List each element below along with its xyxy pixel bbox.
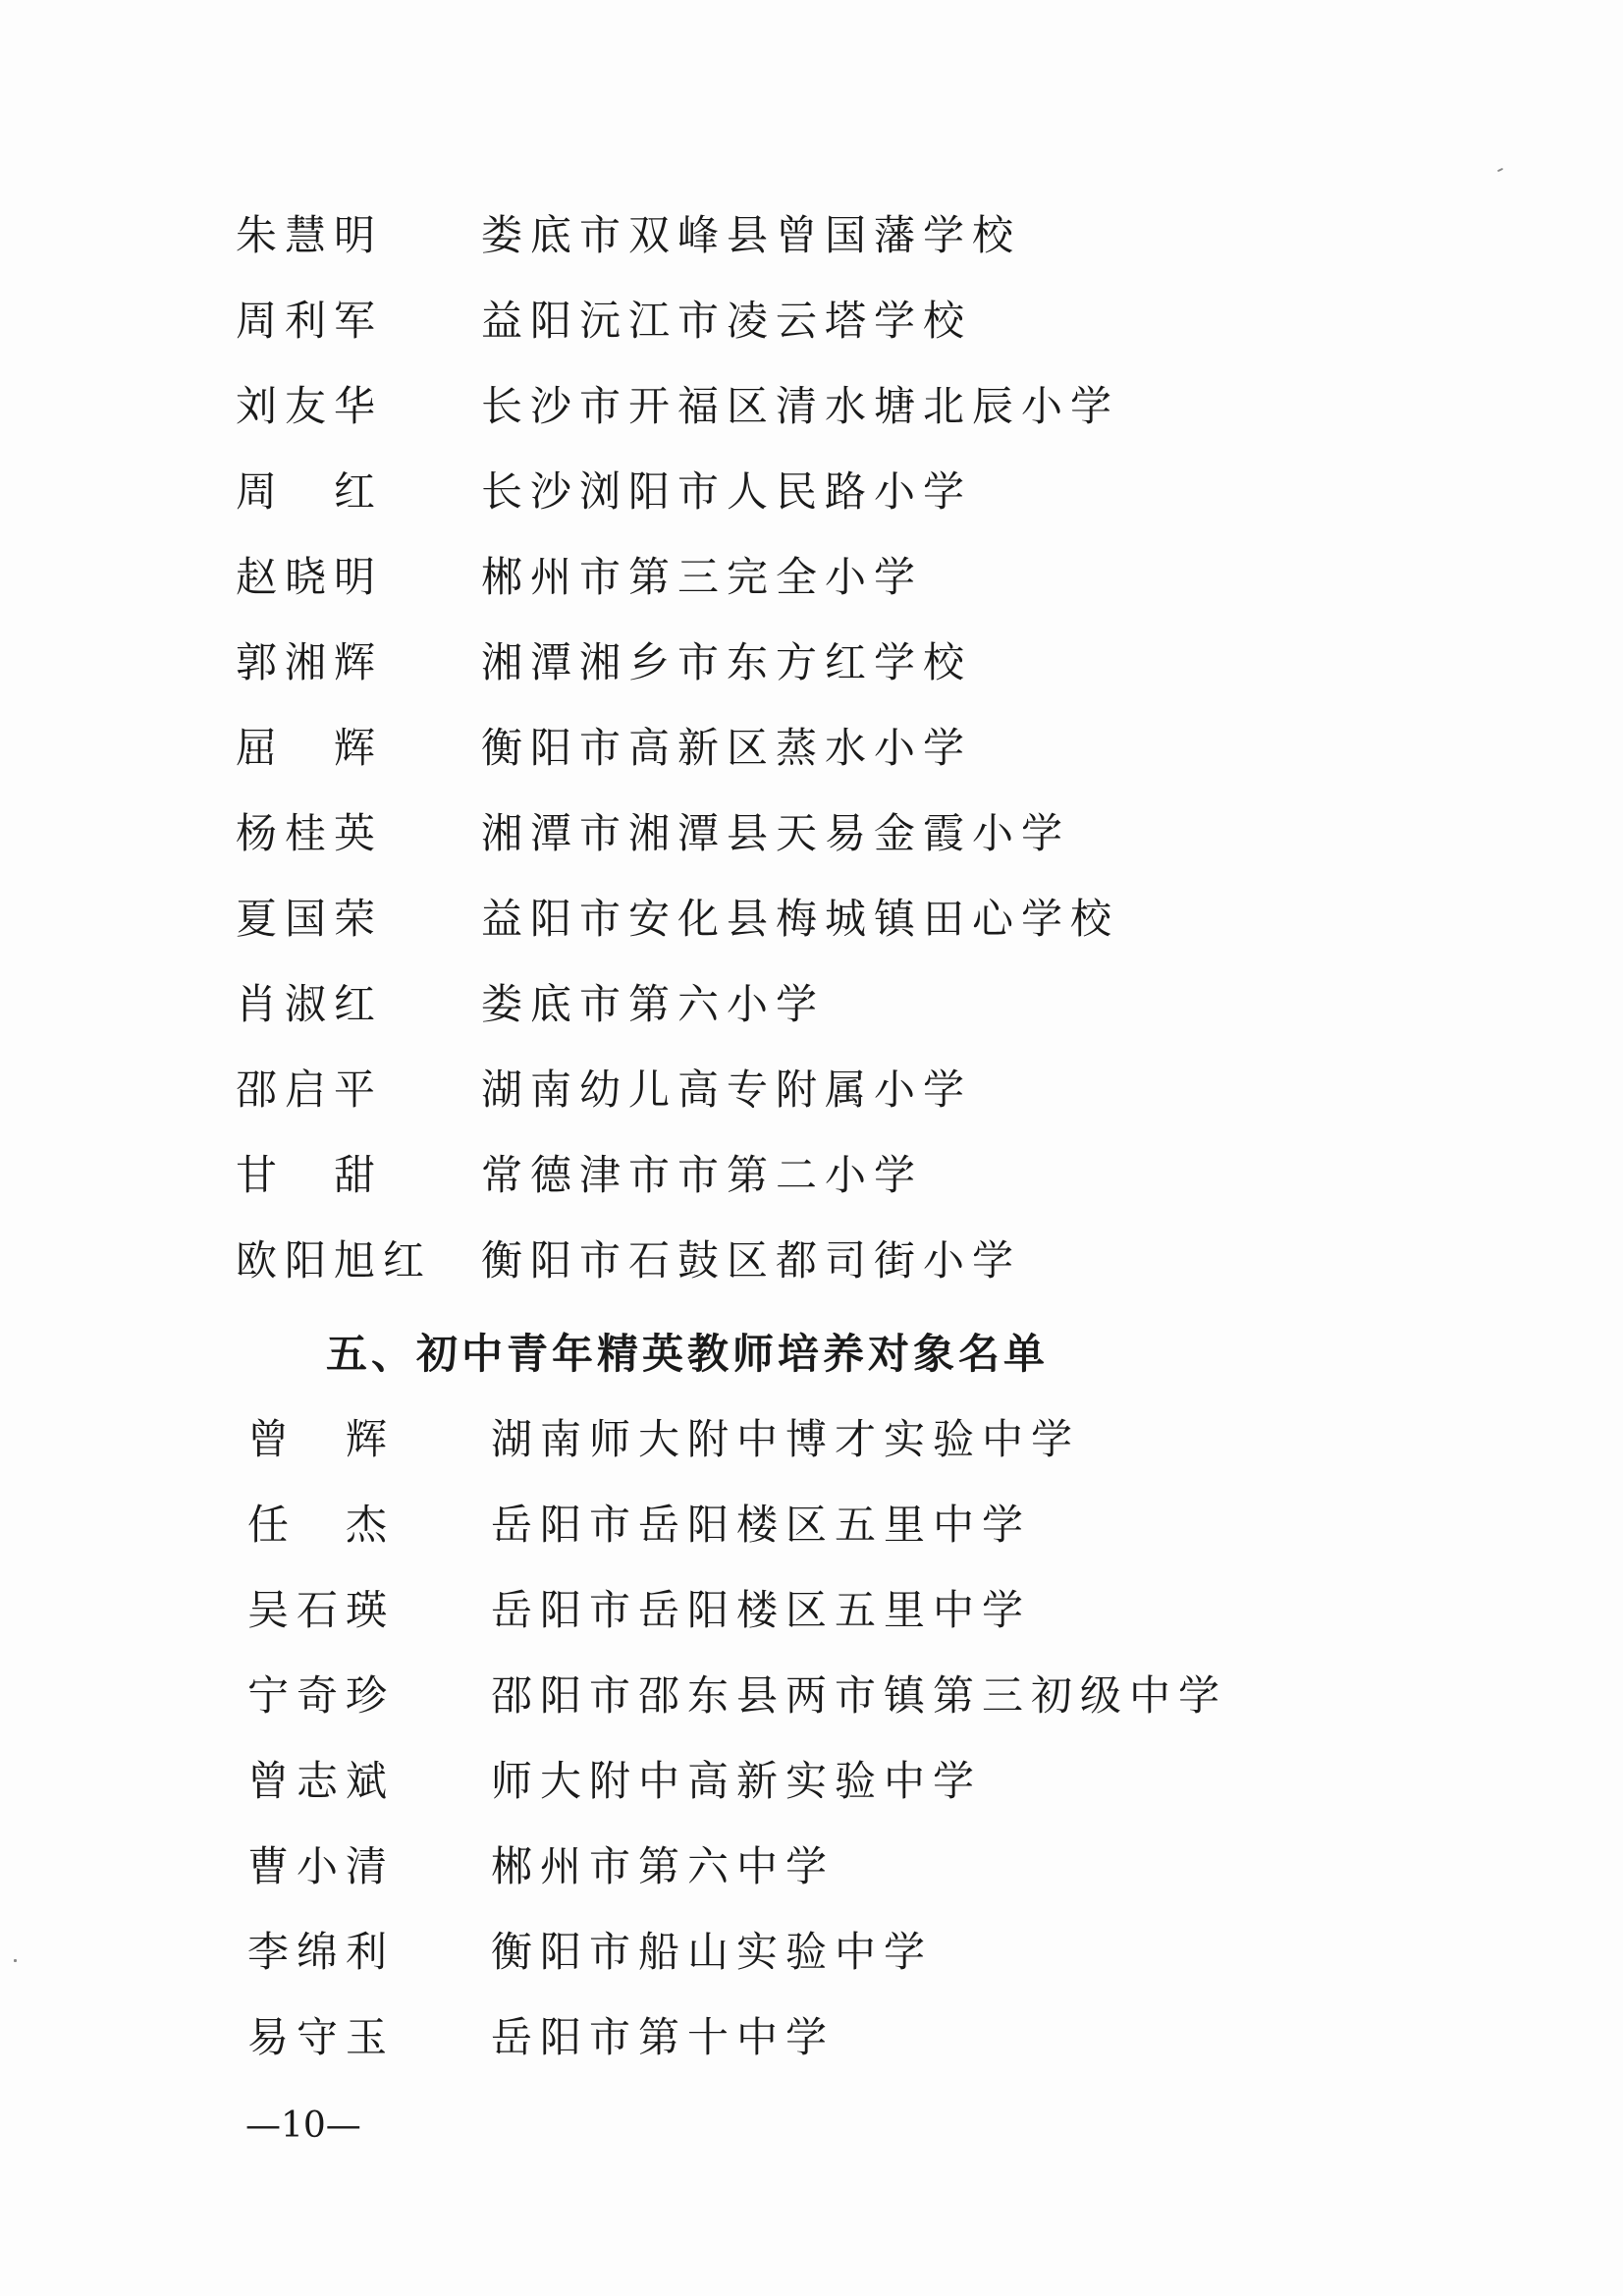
list-item <box>0 1482 1623 1567</box>
list-item <box>0 278 1623 363</box>
teacher-name: 邵启平 <box>236 1066 384 1114</box>
page-number: —10— <box>245 2105 361 2146</box>
teacher-name: 肖淑红 <box>236 980 384 1028</box>
list-item <box>0 705 1623 791</box>
teacher-name: 曾 辉 <box>247 1415 396 1463</box>
school-name: 湖南师大附中博才实验中学 <box>491 1415 1081 1463</box>
school-name: 湖南幼儿高专附属小学 <box>481 1066 973 1114</box>
school-name: 岳阳市岳阳楼区五里中学 <box>491 1501 1032 1549</box>
primary-teacher-list <box>0 192 1623 1303</box>
teacher-name: 宁奇珍 <box>247 1671 396 1720</box>
school-name: 益阳市安化县梅城镇田心学校 <box>481 895 1120 943</box>
teacher-name: 朱慧明 <box>236 211 384 259</box>
school-name: 湘潭市湘潭县天易金霞小学 <box>481 809 1071 857</box>
list-item <box>0 1738 1623 1824</box>
school-name: 长沙浏阳市人民路小学 <box>481 467 973 516</box>
school-name: 湘潭湘乡市东方红学校 <box>481 638 973 686</box>
list-item <box>0 192 1623 278</box>
list-item <box>0 534 1623 620</box>
school-name: 常德津市市第二小学 <box>481 1151 924 1199</box>
teacher-name: 郭湘辉 <box>236 638 384 686</box>
list-item <box>0 876 1623 961</box>
teacher-name: 欧阳旭红 <box>236 1236 433 1285</box>
teacher-name: 屈 辉 <box>236 724 384 772</box>
school-name: 衡阳市船山实验中学 <box>491 1928 934 1976</box>
teacher-name: 李绵利 <box>247 1928 396 1976</box>
scan-speck <box>1497 168 1503 172</box>
teacher-name: 杨桂英 <box>236 809 384 857</box>
list-item <box>0 961 1623 1047</box>
school-name: 郴州市第六中学 <box>491 1842 836 1890</box>
list-item <box>0 1132 1623 1218</box>
list-item <box>0 1218 1623 1303</box>
list-item <box>0 449 1623 534</box>
school-name: 娄底市双峰县曾国藩学校 <box>481 211 1022 259</box>
list-item <box>0 1653 1623 1738</box>
list-item <box>0 1824 1623 1909</box>
teacher-name: 吴石瑛 <box>247 1586 396 1634</box>
teacher-name: 周 红 <box>236 467 384 516</box>
teacher-name: 任 杰 <box>247 1501 396 1549</box>
list-item <box>0 1047 1623 1132</box>
school-name: 岳阳市第十中学 <box>491 2013 836 2061</box>
section-heading: 五、初中青年精英教师培养对象名单 <box>326 1330 1050 1378</box>
school-name: 益阳沅江市凌云塔学校 <box>481 297 973 345</box>
teacher-name: 夏国荣 <box>236 895 384 943</box>
teacher-name: 周利军 <box>236 297 384 345</box>
school-name: 长沙市开福区清水塘北辰小学 <box>481 382 1120 430</box>
school-name: 师大附中高新实验中学 <box>491 1757 983 1805</box>
school-name: 娄底市第六小学 <box>481 980 826 1028</box>
junior-teacher-list <box>0 1396 1623 2080</box>
list-item <box>0 620 1623 705</box>
teacher-name: 曾志斌 <box>247 1757 396 1805</box>
list-item <box>0 1567 1623 1653</box>
school-name: 岳阳市岳阳楼区五里中学 <box>491 1586 1032 1634</box>
teacher-name: 易守玉 <box>247 2013 396 2061</box>
teacher-name: 曹小清 <box>247 1842 396 1890</box>
list-item <box>0 791 1623 876</box>
scan-speck <box>14 1959 17 1962</box>
school-name: 郴州市第三完全小学 <box>481 553 924 601</box>
list-item <box>0 1396 1623 1482</box>
school-name: 邵阳市邵东县两市镇第三初级中学 <box>491 1671 1228 1720</box>
teacher-name: 甘 甜 <box>236 1151 384 1199</box>
list-item <box>0 1995 1623 2080</box>
school-name: 衡阳市高新区蒸水小学 <box>481 724 973 772</box>
teacher-name: 刘友华 <box>236 382 384 430</box>
list-item <box>0 1909 1623 1995</box>
teacher-name: 赵晓明 <box>236 553 384 601</box>
list-item <box>0 363 1623 449</box>
school-name: 衡阳市石鼓区都司街小学 <box>481 1236 1022 1285</box>
